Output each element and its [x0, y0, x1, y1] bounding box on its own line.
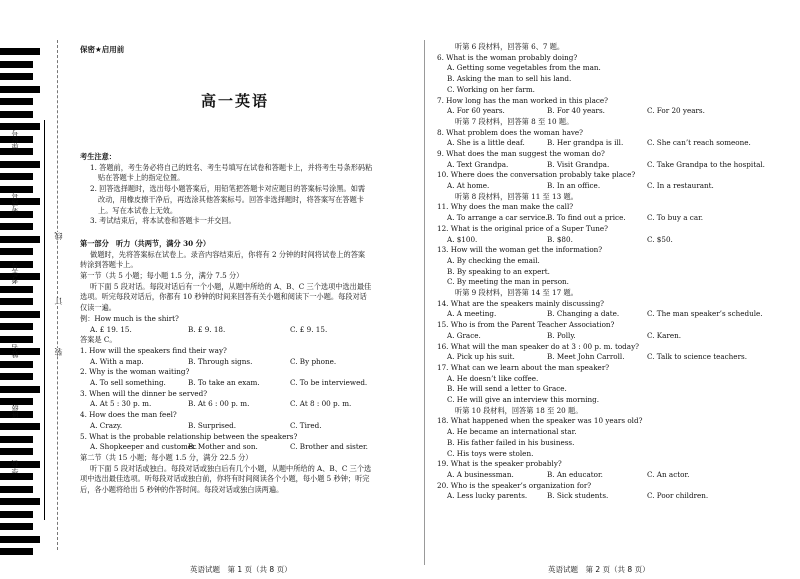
- option: C. His toys were stolen.: [447, 448, 534, 458]
- section2-intro: 项中选出最佳选项。听每段对话或独白前，你将有时间阅读各个小题，每小题 5 秒钟；听完: [80, 474, 370, 484]
- option-b: B. An educator.: [547, 469, 603, 479]
- option-c: C. At 8 : 00 p. m.: [290, 399, 352, 409]
- confidential-label: 保密★启用前: [80, 45, 125, 54]
- option-b: B. For 40 years.: [547, 106, 605, 116]
- school-label: 学校: [11, 460, 19, 474]
- binding-bar: [0, 348, 40, 355]
- material-heading: 听第 6 段材料，回答第 6、7 题。: [455, 42, 565, 51]
- binding-bar: [0, 448, 33, 455]
- option-a: A. At 5 : 30 p. m.: [90, 399, 152, 409]
- question: 17. What can we learn about the man speaker?: [437, 362, 610, 372]
- class-label: 班级: [11, 404, 19, 418]
- binding-bar: [0, 48, 40, 55]
- binding-bar: [0, 373, 33, 380]
- option-c: C. By phone.: [290, 356, 337, 366]
- binding-bar: [0, 386, 40, 393]
- option-b: B. Her grandpa is ill.: [547, 138, 624, 148]
- option-c: C. To be interviewed.: [290, 378, 368, 388]
- option: B. By speaking to an expert.: [447, 266, 550, 276]
- option-row: [437, 235, 792, 246]
- option-a: A. At home.: [447, 181, 490, 191]
- section2-intro: 后，各小题将给出 5 秒钟的作答时间。每段对话或独白读两遍。: [80, 485, 284, 494]
- exam-room-label: 考场号: [11, 192, 19, 213]
- seat-number-label: 座位号: [11, 130, 19, 151]
- binding-line: [44, 120, 45, 520]
- section1-intro: 听下面 5 段对话。每段对话后有一个小题，从题中所给的 A、B、C 三个选项中选出最佳: [90, 281, 372, 291]
- option-a: A. £ 19. 15.: [90, 324, 132, 334]
- binding-bar: [0, 536, 40, 543]
- question: 20. Who is the speaker’s organization for?: [437, 480, 592, 490]
- notice-line: 3. 考试结束后，将本试卷和答题卡一并交回。: [90, 216, 236, 226]
- option-c: C. An actor.: [647, 469, 690, 479]
- binding-bar: [0, 473, 33, 480]
- binding-bar: [0, 523, 33, 530]
- binding-bar: [0, 223, 33, 230]
- option-b: B. Through signs.: [188, 356, 253, 366]
- cut-line: [57, 40, 58, 550]
- option: B. His father failed in his business.: [447, 437, 575, 447]
- left-column: [80, 152, 420, 496]
- option-b: B. $80.: [547, 234, 573, 244]
- page-title: 高一英语: [201, 92, 270, 110]
- question: 14. What are the speakers mainly discussing?: [437, 298, 605, 308]
- notice-heading: 考生注意：: [80, 152, 116, 161]
- example-question: 例：How much is the shirt?: [80, 313, 179, 323]
- question: 11. Why does the man make the call?: [437, 202, 574, 212]
- option-row: [437, 470, 792, 481]
- notice-line: 1. 答题前，考生务必将自己的姓名、考生号填写在试卷和答题卡上，并将考生号条形码粘: [90, 162, 373, 172]
- option-a: A. To sell something.: [90, 378, 166, 388]
- option-row: [80, 421, 420, 432]
- binding-bar: [0, 298, 33, 305]
- binding-bar: [0, 423, 40, 430]
- part1-intro: 做题时，先将答案标在试卷上。录音内容结束后，你将有 2 分钟的时间将试卷上的答案: [90, 249, 366, 259]
- binding-strip: [0, 0, 72, 579]
- name-label: 姓名: [11, 344, 19, 358]
- option: A. He doesn’t like coffee.: [447, 373, 539, 383]
- option: C. By meeting the man in person.: [447, 277, 569, 287]
- option-c: C. The man speaker’s schedule.: [647, 309, 763, 319]
- binding-bar: [0, 236, 40, 243]
- question: 10. Where does the conversation probably take place?: [437, 170, 636, 180]
- question: 12. What is the original price of a Super Tune?: [437, 223, 609, 233]
- option-row: [437, 309, 792, 320]
- option-a: A. Text Grandpa.: [447, 159, 509, 169]
- part1-intro: 转涂到答题卡上。: [80, 260, 138, 270]
- binding-bar: [0, 173, 33, 180]
- notice-line: 改动，用橡皮擦干净后，再选涂其他答案标号。回答非选择题时，将答案写在答题卡: [98, 194, 364, 204]
- question: 15. Who is from the Parent Teacher Association?: [437, 320, 615, 330]
- option-a: A. A businessman.: [447, 469, 514, 479]
- option-b: B. Surprised.: [188, 420, 237, 430]
- option-c: C. For 20 years.: [647, 106, 705, 116]
- material-heading: 听第 10 段材料，回答第 18 至 20 题。: [455, 405, 583, 415]
- option-c: C. £ 9. 15.: [290, 324, 328, 334]
- section1-heading: 第一节（共 5 小题；每小题 1.5 分，满分 7.5 分）: [80, 271, 244, 281]
- question: 8. What problem does the woman have?: [437, 127, 584, 137]
- notice-line: 2. 回答选择题时，选出每小题答案后，用铅笔把答题卡对应题目的答案标号涂黑。如需: [90, 184, 366, 194]
- binding-bar: [0, 311, 40, 318]
- binding-bar: [0, 436, 33, 443]
- binding-bar: [0, 286, 33, 293]
- binding-bar: [0, 498, 40, 505]
- question: 9. What does the man suggest the woman do?: [437, 149, 605, 158]
- section2-heading: 第二节（共 15 小题；每小题 1.5 分，满分 22.5 分）: [80, 452, 253, 462]
- option-row: [437, 138, 792, 149]
- option-c: C. Tired.: [290, 420, 322, 430]
- option-row: [80, 378, 420, 389]
- option-row: [437, 181, 792, 192]
- question: 19. What is the speaker probably?: [437, 459, 562, 469]
- option: A. Getting some vegetables from the man.: [447, 63, 601, 73]
- cut-mark-zhuang: 装: [54, 348, 63, 356]
- option-b: B. £ 9. 18.: [188, 324, 226, 334]
- binding-bar: [0, 161, 40, 168]
- option-b: B. Polly.: [547, 330, 576, 340]
- option-a: A. She is a little deaf.: [447, 138, 525, 148]
- question: 13. How will the woman get the information?: [437, 245, 603, 255]
- option-a: A. Pick up his suit.: [447, 352, 515, 362]
- column-divider: [424, 40, 425, 565]
- binding-bar: [0, 123, 40, 130]
- binding-bar: [0, 198, 40, 205]
- option-a: A. Less lucky parents.: [447, 491, 528, 501]
- question: 5. What is the probable relationship between the speakers?: [80, 431, 298, 441]
- option-b: B. Sick students.: [547, 491, 609, 501]
- option-b: B. At 6 : 00 p. m.: [188, 399, 250, 409]
- option-b: B. Meet John Carroll.: [547, 352, 625, 362]
- option-row: [437, 106, 792, 117]
- footer-right: 英语试题 第 2 页（共 8 页）: [548, 565, 650, 574]
- option-b: B. Mother and son.: [188, 442, 258, 452]
- example-answer: 答案是 C。: [80, 335, 117, 345]
- example-options: [80, 325, 420, 336]
- option-row: [80, 442, 420, 453]
- option-c: C. Karen.: [647, 330, 682, 340]
- option-row: [80, 357, 420, 368]
- notice-line: 贴在答题卡上的指定位置。: [98, 173, 185, 183]
- material-heading: 听第 7 段材料，回答第 8 至 10 题。: [455, 116, 574, 126]
- section2-intro: 听下面 5 段对话或独白。每段对话或独白后有几个小题，从题中所给的 A、B、C 三个选: [90, 463, 372, 473]
- option-a: A. Grace.: [447, 330, 481, 340]
- binding-bar: [0, 273, 40, 280]
- option-row: [437, 331, 792, 342]
- question: 4. How does the man feel?: [80, 410, 177, 420]
- option-b: B. To find out a price.: [547, 213, 626, 223]
- question: 3. When will the dinner be served?: [80, 388, 208, 398]
- binding-bar: [0, 86, 40, 93]
- option-c: C. She can’t reach someone.: [647, 138, 751, 148]
- option-a: A. Crazy.: [90, 420, 123, 430]
- section1-intro: 选项。听完每段对话后，你都有 10 秒钟的时间来回答有关小题和阅读下一小题。每段对话: [80, 292, 367, 302]
- binding-bar: [0, 98, 33, 105]
- option-a: A. A meeting.: [447, 309, 497, 319]
- option-row: [437, 491, 792, 502]
- left-question-list: [80, 346, 420, 453]
- binding-bar: [0, 111, 33, 118]
- question: 16. What will the man speaker do at 3 : 00 p. m. today?: [437, 341, 639, 351]
- option-a: A. Shopkeeper and customer.: [90, 442, 198, 452]
- option-b: B. Changing a date.: [547, 309, 620, 319]
- option: A. By checking the email.: [447, 255, 540, 265]
- option-c: C. Brother and sister.: [290, 442, 368, 452]
- binding-bar: [0, 548, 33, 555]
- binding-bar: [0, 336, 33, 343]
- option-a: A. $100.: [447, 234, 478, 244]
- binding-bar: [0, 248, 33, 255]
- footer-left: 英语试题 第 1 页（共 8 页）: [190, 565, 292, 574]
- part1-heading: 第一部分 听力（共两节，满分 30 分）: [80, 238, 211, 248]
- binding-bar: [0, 461, 40, 468]
- binding-bar: [0, 486, 33, 493]
- cut-mark-line: 线: [54, 232, 63, 240]
- option-b: B. Visit Grandpa.: [547, 159, 610, 169]
- option-row: [80, 399, 420, 410]
- binding-bar: [0, 61, 33, 68]
- question: 6. What is the woman probably doing?: [437, 52, 578, 62]
- option: C. He will give an interview this morning.: [447, 395, 600, 405]
- question: 1. How will the speakers find their way?: [80, 345, 227, 355]
- section1-intro: 仅读一遍。: [80, 303, 116, 313]
- material-heading: 听第 9 段材料，回答第 14 至 17 题。: [455, 288, 578, 298]
- binding-bar: [0, 511, 33, 518]
- option-row: [437, 352, 792, 363]
- option-c: C. In a restaurant.: [647, 181, 714, 191]
- material-heading: 听第 8 段材料，回答第 11 至 13 题。: [455, 191, 578, 201]
- option-row: [437, 213, 792, 224]
- option-a: A. For 60 years.: [447, 106, 505, 116]
- student-number-label: 考生号: [11, 263, 19, 284]
- binding-bar: [0, 361, 33, 368]
- option-b: B. To take an exam.: [188, 378, 260, 388]
- option-a: A. With a map.: [90, 356, 144, 366]
- option: B. He will send a letter to Grace.: [447, 384, 567, 394]
- option-c: C. Talk to science teachers.: [647, 352, 747, 362]
- right-column: [437, 42, 792, 502]
- option-row: [437, 160, 792, 171]
- option: C. Working on her farm.: [447, 84, 535, 94]
- question: 18. What happened when the speaker was 10 years old?: [437, 416, 643, 426]
- question: 2. Why is the woman waiting?: [80, 367, 190, 377]
- binding-bar: [0, 323, 33, 330]
- option-c: C. To buy a car.: [647, 213, 704, 223]
- notice-line: 上。写在本试卷上无效。: [98, 205, 178, 215]
- option-c: C. $50.: [647, 234, 673, 244]
- question: 7. How long has the man worked in this place?: [437, 95, 609, 105]
- option-b: B. In an office.: [547, 181, 601, 191]
- cut-mark-ding: 订: [54, 297, 63, 305]
- option: B. Asking the man to sell his land.: [447, 74, 572, 84]
- option-c: C. Poor children.: [647, 491, 709, 501]
- binding-bar: [0, 73, 33, 80]
- option: A. He became an international star.: [447, 427, 577, 437]
- option-c: C. Take Grandpa to the hospital.: [647, 159, 765, 169]
- option-a: A. To arrange a car service.: [447, 213, 548, 223]
